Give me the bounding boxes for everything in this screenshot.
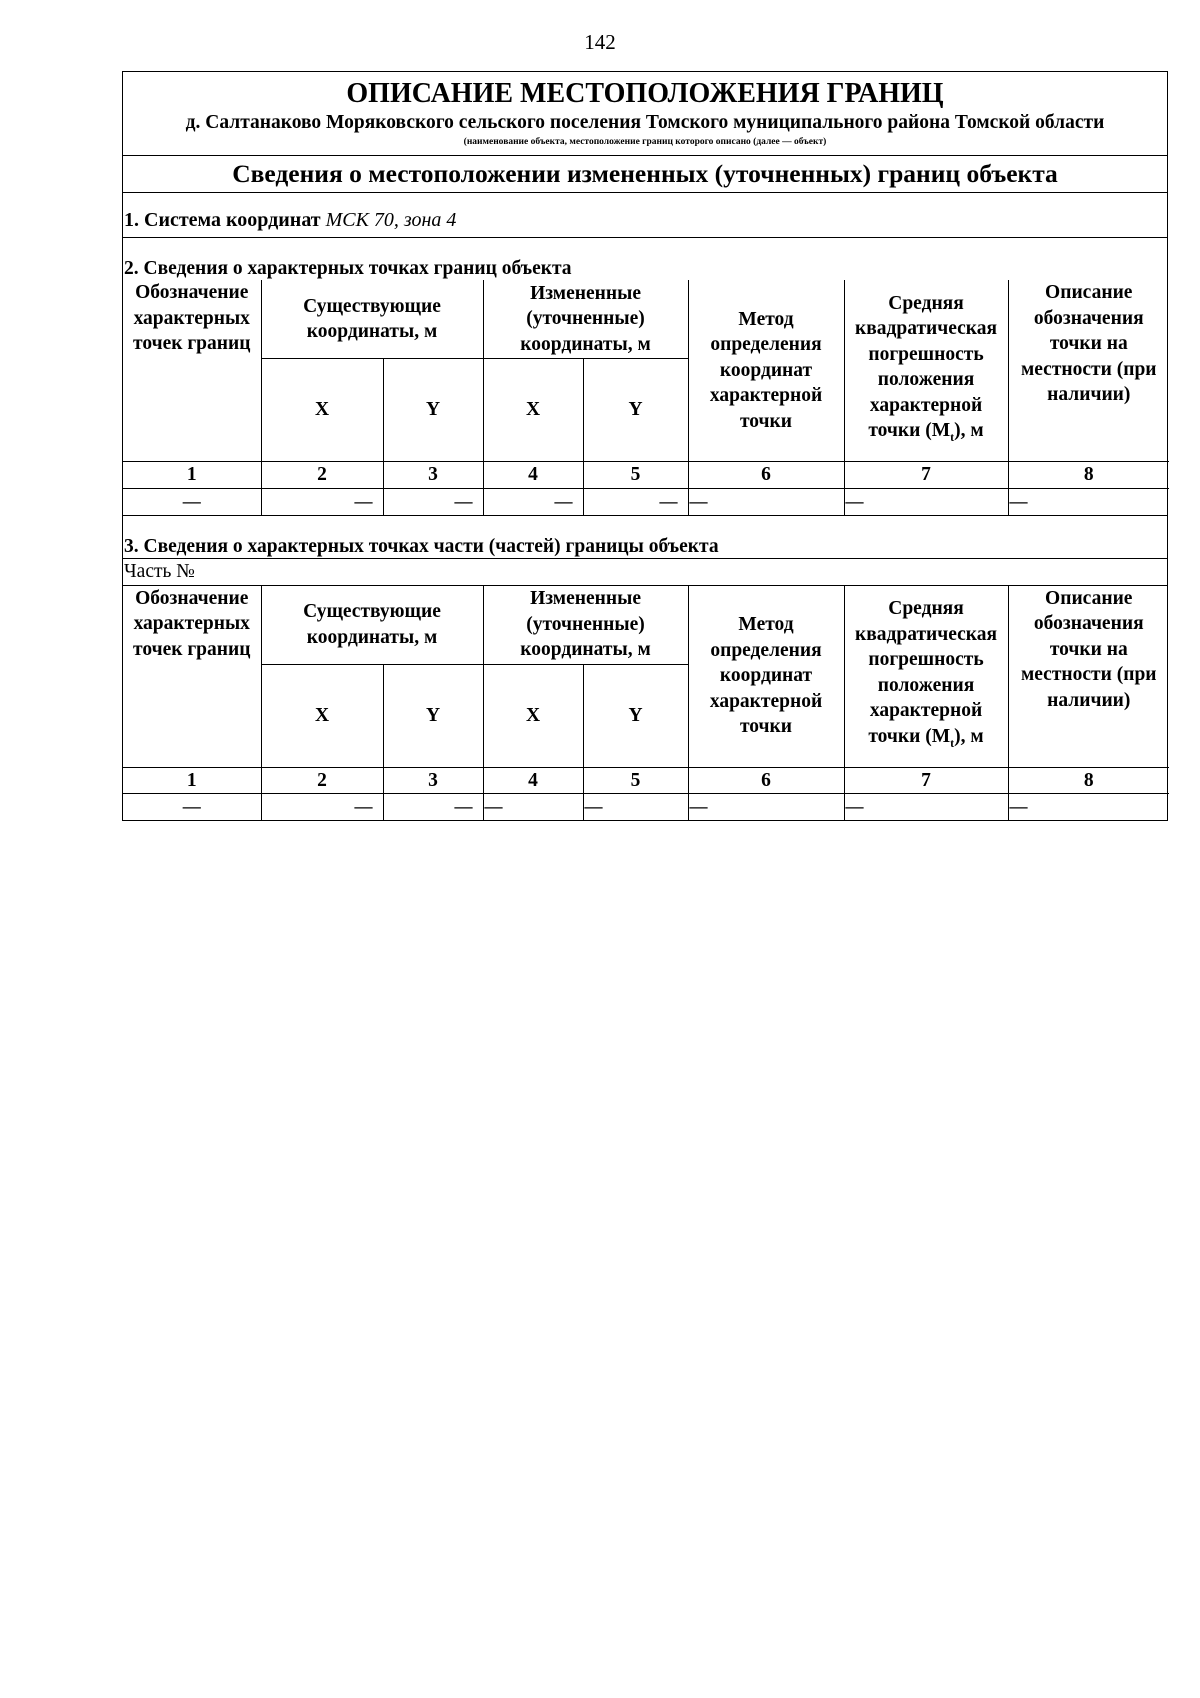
col-changed-header: Измененные (уточненные) координаты, м xyxy=(483,586,688,665)
table-cell: — xyxy=(123,794,261,821)
boundary-description-form xyxy=(122,71,1168,821)
column-number: 6 xyxy=(688,767,844,794)
col-existing-x: X xyxy=(261,664,383,767)
column-number: 7 xyxy=(844,462,1008,489)
column-number: 1 xyxy=(123,767,261,794)
col-existing-y: Y xyxy=(383,359,483,462)
page-number: 142 xyxy=(584,30,616,54)
table-cell: — xyxy=(688,488,844,515)
col-error-suffix: ), м xyxy=(954,725,984,747)
col-existing-y: Y xyxy=(383,664,483,767)
col-method-header: Метод определения координат характерной точки xyxy=(688,586,844,768)
points-table xyxy=(123,280,1169,515)
col-changed-y: Y xyxy=(583,359,688,462)
parts-table xyxy=(123,586,1169,821)
column-number: 2 xyxy=(261,767,383,794)
column-number: 3 xyxy=(383,767,483,794)
table-cell: — xyxy=(844,488,1008,515)
col-error-suffix: ), м xyxy=(954,420,984,442)
col-error-subscript: t xyxy=(950,429,955,444)
col-changed-x: X xyxy=(483,359,583,462)
column-number: 1 xyxy=(123,462,261,489)
col-changed-x: X xyxy=(483,664,583,767)
column-number: 2 xyxy=(261,462,383,489)
coordinate-system xyxy=(123,193,1167,238)
column-number: 8 xyxy=(1008,767,1169,794)
table-cell: — xyxy=(1008,794,1169,821)
column-number: 3 xyxy=(383,462,483,489)
column-number: 5 xyxy=(583,462,688,489)
column-number: 5 xyxy=(583,767,688,794)
table-cell: — xyxy=(688,794,844,821)
column-number: 4 xyxy=(483,462,583,489)
parts-section-title: 3. Сведения о характерных точках части (частей) границы объекта xyxy=(124,535,719,557)
col-changed-header: Измененные (уточненные) координаты, м xyxy=(483,280,688,359)
part-number-label: Часть № xyxy=(124,560,195,582)
table-cell: — xyxy=(383,488,483,515)
points-section-title: 2. Сведения о характерных точках границ объекта xyxy=(124,258,572,279)
col-error-subscript: t xyxy=(950,735,955,750)
column-number: 6 xyxy=(688,462,844,489)
part-number-row xyxy=(123,558,1167,586)
parts-section-heading xyxy=(123,516,1167,558)
column-number: 4 xyxy=(483,767,583,794)
col-method-header: Метод определения координат характерной точки xyxy=(688,280,844,462)
col-description-header: Описание обозначения точки на местности (при наличии) xyxy=(1008,280,1169,462)
main-title: ОПИСАНИЕ МЕСТОПОЛОЖЕНИЯ ГРАНИЦ xyxy=(346,78,944,109)
col-existing-header: Существующие координаты, м xyxy=(261,280,483,359)
column-number: 7 xyxy=(844,767,1008,794)
table-cell: — xyxy=(1008,488,1169,515)
parts-table-wrap xyxy=(123,586,1167,821)
section-title: Сведения о местоположении измененных (уточненных) границ объекта xyxy=(123,156,1167,193)
col-existing-header: Существующие координаты, м xyxy=(261,586,483,665)
col-designation-header: Обозначение характерных точек границ xyxy=(123,586,261,768)
table-cell: — xyxy=(483,488,583,515)
col-designation-header: Обозначение характерных точек границ xyxy=(123,280,261,462)
points-table-wrap xyxy=(123,280,1167,516)
table-cell: — xyxy=(261,488,383,515)
table-cell: — xyxy=(123,488,261,515)
table-cell: — xyxy=(383,794,483,821)
col-changed-y: Y xyxy=(583,664,688,767)
column-number: 8 xyxy=(1008,462,1169,489)
col-error-header xyxy=(844,586,1008,768)
points-section-heading xyxy=(123,238,1167,280)
table-cell: — xyxy=(844,794,1008,821)
coordinate-system-value: МСК 70, зона 4 xyxy=(325,209,457,231)
table-cell: — xyxy=(583,794,688,821)
col-error-prefix: Средняя квадратическая погрешность положения характерной точки (М xyxy=(854,292,998,442)
table-cell: — xyxy=(261,794,383,821)
table-cell: — xyxy=(483,794,583,821)
object-name: д. Салтанаково Моряковского сельского поселения Томского муниципального района Томской области xyxy=(185,112,1105,133)
col-existing-x: X xyxy=(261,359,383,462)
table-cell: — xyxy=(583,488,688,515)
coordinate-system-label: 1. Система координат xyxy=(124,209,321,231)
col-error-prefix: Средняя квадратическая погрешность положения характерной точки (М xyxy=(854,598,998,747)
col-description-header: Описание обозначения точки на местности (при наличии) xyxy=(1008,586,1169,768)
title-block xyxy=(123,72,1167,156)
col-error-header xyxy=(844,280,1008,462)
object-caption: (наименование объекта, местоположение границ которого описано (далее — объект) xyxy=(463,137,827,147)
